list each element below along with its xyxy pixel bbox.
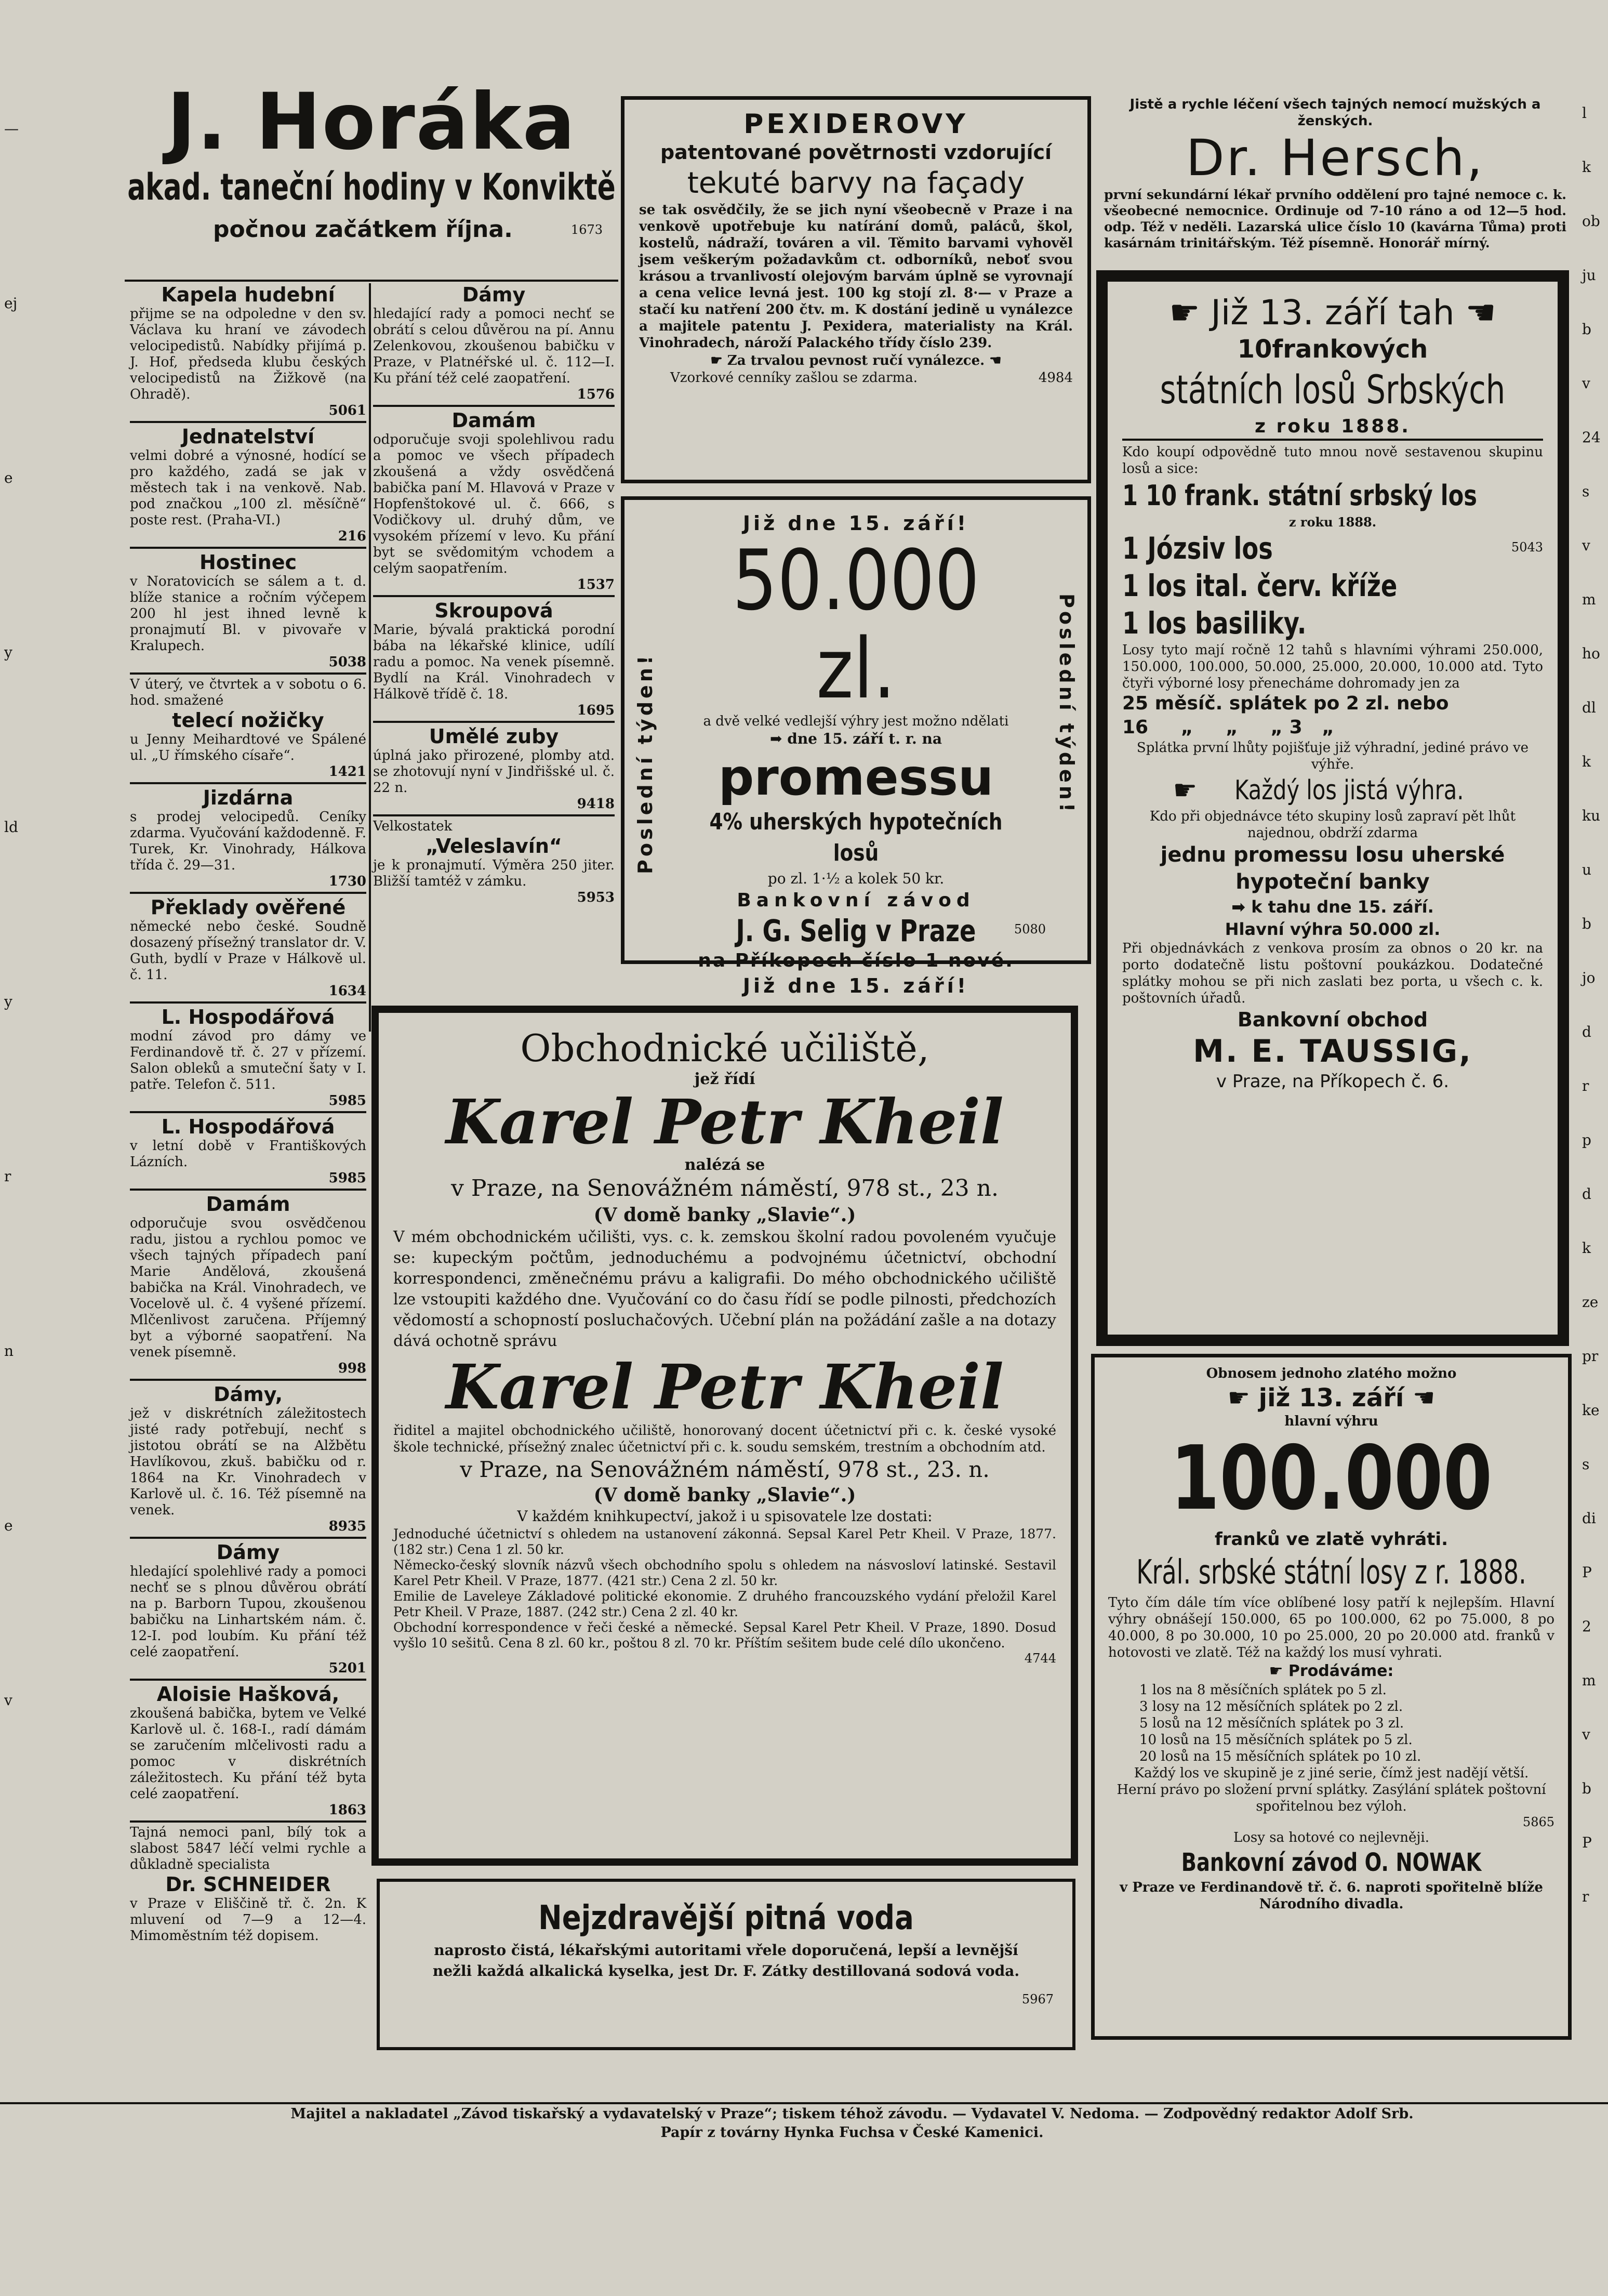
- edge-fragment: k: [1582, 753, 1591, 770]
- ad-separator: [130, 1679, 366, 1681]
- ad-heading: Dámy: [462, 283, 526, 306]
- nowak-row: 20 losů na 15 měsíčních splátek po 10 zl.: [1139, 1749, 1421, 1764]
- edge-fragment: pr: [1582, 1348, 1599, 1365]
- taussig-bond-2-line: [1122, 530, 1543, 567]
- ad-number: 1537: [577, 577, 615, 592]
- taussig-bonus-2: hypoteční banky: [1235, 870, 1430, 894]
- selig-body: a dvě velké vedlejší výhry jest možno ndělati: [703, 714, 1009, 729]
- edge-fragment: m: [1582, 591, 1596, 608]
- classified-ad: [130, 551, 366, 670]
- ad-heading: Umělé zuby: [429, 725, 559, 748]
- edge-fragment: s: [1582, 1456, 1590, 1473]
- edge-fragment: ho: [1582, 645, 1600, 662]
- taussig-bond-1-sub: z roku 1888.: [1288, 514, 1377, 530]
- voda-body: naprosto čistá, lékařskými autoritami vřele doporučená, lepší a levnější nežli každá alkalická kyselka, jest Dr. F. Zátky destillovaná sodová voda.: [432, 1942, 1020, 1980]
- classified-ad: [373, 819, 615, 906]
- classified-ad: [130, 1825, 366, 1944]
- taussig-pay-2: 16 „ „ „ 3 „: [1122, 717, 1334, 738]
- edge-fragment: d: [1582, 1185, 1591, 1203]
- edge-fragment: ke: [1582, 1402, 1600, 1419]
- imprint-line-2: Papír z továrny Hynka Fuchsa v České Kamenici.: [660, 2125, 1044, 2141]
- ad-separator: [373, 405, 615, 407]
- ad-number: 5201: [328, 1660, 366, 1676]
- taussig-every-line: [1122, 773, 1543, 808]
- selig-side-left: Poslední týden!: [634, 652, 657, 874]
- nowak-bank: Bankovní závod O. NOWAK: [1181, 1848, 1482, 1877]
- taussig-l1: 10frankových: [1237, 335, 1428, 364]
- hand-left-icon: ☚: [1454, 293, 1496, 333]
- ad-heading: Jizdárna: [203, 786, 294, 809]
- nowak-cash: Losy sa hotové co nejlevněji.: [1233, 1830, 1429, 1845]
- footer-rule: [0, 2102, 1608, 2104]
- ad-separator: [130, 782, 366, 784]
- ad-number: 1634: [328, 983, 366, 999]
- nowak-body: Tyto čím dále tím více oblíbené losy patří k nejlepším. Hlavní výhry obnášejí 150.000, 65 po 100.000, 62 po 75.000, 8 po 40.000, 8 po 30.000, 10 po 25.000, 20 po 20.000 atd. franků v hotovosti ve zlatě. Též na každý los musí vyhrati.: [1108, 1595, 1554, 1660]
- edge-fragment: m: [1582, 1672, 1596, 1689]
- ad-heading: Kapela hudební: [161, 283, 335, 306]
- ad-text: Velkostatek: [373, 819, 453, 834]
- taussig-tah-line: [1122, 895, 1543, 918]
- pexider-body: se tak osvědčily, že se jich nyní všeobecně v Praze i na venkově upotřebuje ku natírání domů, paláců, škol, kostelů, nádraží, továren a vil. Těmito barvami vyhověl jsem veškerým požadavkům ct. odborníků, neboť svou krásou a trvanlivostí olejovým barvám úplně se vyrovnají a cena velice levná jest. 100 kg stojí zl. 8·— v Praze a stačí ku natření 200 čtv. m. K dostání jedině u vynálezce a majitele patentu J. Pexidera, materialisty na Král. Vinohradech, nároží Palackého třídy číslo 239.: [639, 202, 1073, 351]
- arrow-icon: ➡: [770, 730, 788, 747]
- nowak-date-line: [1108, 1382, 1554, 1414]
- edge-fragment: P: [1582, 1834, 1592, 1851]
- edge-fragment: v: [4, 1692, 12, 1709]
- ad-separator: [373, 721, 615, 723]
- classified-ad: [373, 283, 615, 403]
- classified-ad: [130, 1006, 366, 1109]
- taussig-ad: [1096, 270, 1569, 1346]
- ad-separator: [130, 1111, 366, 1113]
- selig-date: dne 15. září t. r. na: [787, 730, 942, 747]
- nowak-body-3: Herní právo po složení první splátky. Zasýlání splátek poštovní spořitelnou bez výloh.: [1117, 1782, 1546, 1814]
- edge-fragment: P: [1582, 1564, 1592, 1581]
- taussig-l2: státních losů Srbských: [1160, 366, 1506, 413]
- kheil-location-2: v Praze, na Senovážném náměstí, 978 st., 23. n.: [460, 1457, 990, 1482]
- selig-address: na Příkopech číslo 1 nové.: [698, 950, 1014, 971]
- imprint-line-1: Majitel a nakladatel „Závod tiskařský a vydavatelský v Praze“; tiskem téhož závodu. — Vydavatel V. Nedoma. — Zodpovědný redaktor Adolf Srb.: [290, 2106, 1414, 2122]
- ad-text: v letní době v Františkových Lázních.: [130, 1138, 366, 1170]
- kheil-loc-0: nalézá se: [684, 1156, 765, 1174]
- taussig-date-line: [1122, 292, 1543, 334]
- ad-separator: [130, 672, 366, 675]
- ad-heading: Překlady ověřené: [150, 896, 346, 919]
- ad-text: odporučuje svoji spolehlivou radu a pomoc ve všech případech zkoušená a vždy osvědčená babička paní M. Hlavová v Praze v Hopfenštokové ul. č. 666, s Vodičkovy ul. druhý dům, ve vysokém přízemí v levo. Ku přání byt se svědomitým vchodem a celým saopatřením.: [373, 432, 615, 576]
- nowak-sell: Prodáváme:: [1288, 1662, 1394, 1680]
- taussig-l3: z roku 1888.: [1122, 415, 1543, 441]
- ad-text-2: je k pronajmutí. Výměra 250 jiter. Bližší tamtéž v zámku.: [373, 857, 615, 889]
- ad-text: hledající spolehlivé rady a pomoci nechť se s plnou důvěrou obrátí na p. Barborn Tupou, zkoušenou babičku na Linhartském nám. č. 12-I. pod loubím. Ku přání též celé zaopatření.: [130, 1564, 366, 1660]
- ad-number: 5061: [328, 403, 366, 418]
- ad-text: V úterý, ve čtvrtek a v sobotu o 6. hod. smažené: [130, 677, 366, 708]
- pexider-footer: [639, 370, 1073, 389]
- taussig-body-2: Kdo při objednávce této skupiny losů zapraví pět lhůt najednou, obdrží zdarma: [1149, 809, 1516, 841]
- classified-ad: [130, 283, 366, 419]
- nowak-row: 5 losů na 12 měsíčních splátek po 3 zl.: [1139, 1716, 1404, 1731]
- voda-title: Nejzdravější pitná voda: [538, 1899, 914, 1937]
- hand-right-icon: ☛: [1169, 293, 1211, 333]
- classified-ad: [130, 1683, 366, 1818]
- edge-fragment: b: [1582, 915, 1591, 932]
- horak-number: 1673: [570, 222, 603, 237]
- ad-number: 8935: [328, 1519, 366, 1534]
- ad-heading-2: „Veleslavín“: [426, 835, 562, 857]
- ad-separator: [130, 1001, 366, 1004]
- edge-fragment: jo: [1582, 969, 1596, 986]
- classified-ad: [130, 896, 366, 999]
- taussig-date: Již 13. září tah: [1211, 293, 1455, 333]
- ad-number: 1730: [328, 874, 366, 889]
- ad-heading: Aloisie Hašková,: [156, 1683, 340, 1706]
- edge-fragment: r: [1582, 1888, 1589, 1905]
- kheil-number: 4744: [1024, 1651, 1056, 1666]
- imprint: [130, 2105, 1574, 2152]
- taussig-body: Losy tyto mají ročně 12 tahů s hlavními výhrami 250.000, 150.000, 100.000, 50.000, 25.000, 20.000, 10.000 atd. Tyto čtyři výborné losy přenecháme dohromady jen za: [1122, 642, 1543, 691]
- pexider-samples: Vzorkové cenníky zašlou se zdarma.: [670, 370, 918, 386]
- classified-ad: [130, 1383, 366, 1535]
- selig-side-right: Poslední týden!: [1055, 593, 1078, 815]
- hersch-name: Dr. Hersch,: [1186, 129, 1485, 187]
- selig-price: po zl. 1·½ a kolek 50 kr.: [767, 870, 945, 887]
- classified-ad: [373, 409, 615, 593]
- ad-separator: [130, 1820, 366, 1823]
- classified-ad: [373, 599, 615, 719]
- kheil-name: Karel Petr Kheil: [446, 1086, 1004, 1158]
- ad-separator: [130, 1189, 366, 1191]
- edge-fragment: n: [4, 1342, 14, 1360]
- kheil-heading-2: jež řídí: [694, 1070, 755, 1088]
- nowak-title: Král. srbské státní losy z r. 1888.: [1136, 1553, 1526, 1592]
- ad-text: přijme se na odpoledne v den sv. Václava ku hraní ve závodech velocipedistů. Nabídky přijímá p. J. Hof, předseda klubu českých velocipedistů na Žižkově (na Ohradě).: [130, 306, 366, 402]
- kheil-book: Emilie de Laveleye Základové politické ekonomie. Z druhého francouzského vydání přeložil Karel Petr Kheil. V Praze, 1887. (242 str.) Cena 2 zl. 40 kr.: [393, 1589, 1056, 1619]
- ad-number: 998: [338, 1361, 366, 1376]
- classified-ad: [130, 1193, 366, 1377]
- kheil-heading: Obchodnické učiliště,: [520, 1026, 929, 1070]
- ad-text: úplná jako přirozené, plomby atd. se zhotovují nyní v Jindřišské ul. č. 22 n.: [373, 748, 615, 796]
- selig-promessu: promessu: [718, 748, 994, 807]
- taussig-pay-3: Splátka první lhůty pojišťuje již výhradní, jediné právo ve výhře.: [1136, 740, 1529, 772]
- ad-text: modní závod pro dámy ve Ferdinandově tř. č. 27 v přízemí. Salon obleků a smuteční šaty v I. patře. Telefon č. 511.: [130, 1028, 366, 1092]
- pexider-guarantee-text: Za trvalou pevnost ručí vynálezce.: [727, 353, 985, 368]
- kheil-book: Jednoduché účetnictví s ohledem na ustanovení zákonná. Sepsal Karel Petr Kheil. V Praze, 1877. (182 str.) Cena 1 zl. 50 kr.: [393, 1526, 1056, 1557]
- kheil-book: Německo-český slovník názvů všech obchodního spolu s ohledem na násvosloví latinské. Sestavil Karel Petr Kheil. V Praze, 1877. (421 str.) Cena 2 zl. 50 kr.: [393, 1558, 1056, 1588]
- ad-text: zkoušená babička, bytem ve Velké Karlově ul. č. 168-I., radí dámám se zaručením mlčelivosti radu a pomoc v diskrétních záležitostech. Ku přání též byta celé zaopatření.: [130, 1706, 366, 1802]
- nowak-body-2: Každý los ve skupině je z jiné serie, čímž jest nadějí větší.: [1134, 1765, 1529, 1781]
- edge-fragment: k: [1582, 1239, 1591, 1257]
- ad-number: 5985: [328, 1093, 366, 1109]
- ad-number: 216: [338, 529, 366, 544]
- pexider-ad: [621, 96, 1091, 483]
- nowak-main: hlavní výhru: [1284, 1414, 1378, 1429]
- edge-fragment: y: [4, 993, 12, 1010]
- ad-text: Marie, bývalá praktická porodní bába na lékařské klinice, udílí radu a pomoc. Na venek písemně. Bydlí na Král. Vinohradech v Hálkově třídě č. 18.: [373, 622, 615, 702]
- edge-fragment: p: [1582, 1131, 1591, 1149]
- nowak-date: již 13. září: [1258, 1383, 1404, 1413]
- hand-right-icon: ☛: [1173, 775, 1206, 806]
- edge-fragment: e: [4, 1517, 13, 1534]
- ad-heading: Hostinec: [199, 551, 297, 574]
- taussig-body-3: Při objednávkách z venkova prosím za obnos o 20 kr. na porto dodatečně listu poštovní poukázkou. Dodatečné splátky mohou se při nich zaslati bez porta, u všech c. k. poštovních úřadů.: [1122, 941, 1543, 1006]
- edge-fragment: s: [1582, 483, 1590, 500]
- hersch-top: Jistě a rychle léčení všech tajných nemocí mužských a ženských.: [1129, 97, 1541, 129]
- kheil-body: V mém obchodnickém učilišti, vys. c. k. zemskou školní radou povoleném vyučuje se: kupeckým počtům, jednoduchému a podvojnému účetnictví, obchodní korrespondenci, změnečnému právu a kaligrafii. Do mého obchodnického učiliště lze vstoupiti každého dne. Vyučování co do času řídí se podle pilnosti, předchozích vědomostí a schopností posluchačových. Učební plán na požádání zašle a na dotazy dává ochotně správu: [393, 1228, 1056, 1350]
- ad-heading: Skroupová: [434, 599, 553, 622]
- taussig-tah: k tahu dne 15. září.: [1251, 897, 1434, 917]
- pexider-sub1: patentované povětrnosti vzdorující: [660, 141, 1052, 164]
- edge-fragment: ob: [1582, 213, 1600, 230]
- hersch-ad: [1104, 96, 1566, 262]
- edge-fragment: u: [1582, 861, 1592, 878]
- horak-note: počnou začátkem října.: [213, 216, 513, 243]
- ad-heading: L. Hospodářová: [161, 1115, 335, 1138]
- nowak-row: 3 losy na 12 měsíčních splátek po 2 zl.: [1139, 1699, 1403, 1714]
- taussig-bond-3: 1 los ital. červ. kříže: [1122, 568, 1398, 603]
- nowak-number: 5865: [1522, 1815, 1554, 1829]
- ad-text: velmi dobré a výnosné, hodící se pro každého, zadá se jak v městech tak i na venkově. Nab. pod značkou „100 zl. měsíčně“ poste rest. (Praha-VI.): [130, 448, 366, 528]
- ad-separator: [130, 892, 366, 894]
- left-edge-fragments: [4, 120, 25, 1990]
- nowak-row: 1 los na 8 měsíčních splátek po 5 zl.: [1139, 1682, 1387, 1698]
- hand-left-icon: ☛: [710, 353, 727, 368]
- edge-fragment: 24: [1582, 429, 1601, 446]
- horak-subtitle: akad. taneční hodiny v Konviktě: [127, 166, 616, 208]
- selig-number: 5080: [1014, 922, 1046, 936]
- selig-firm: J. G. Selig v Praze: [736, 913, 976, 948]
- edge-fragment: ku: [1582, 807, 1600, 824]
- edge-fragment: r: [1582, 1077, 1589, 1094]
- ad-text: jež v diskrétních záležitostech jisté rady potřebují, nechť s jistotou obrátí se na Alžbětu Havlíkovou, zkuš. babičku od r. 1864 na Kr. Vinohradech v Karlově ul. č. 16. Též písemně na venek.: [130, 1406, 366, 1518]
- kheil-bank-2: (V domě banky „Slavie“.): [593, 1484, 856, 1506]
- selig-date-line: [666, 730, 1046, 748]
- selig-ad: [621, 496, 1091, 997]
- pexider-title: PEXIDEROVY: [743, 109, 968, 140]
- ad-separator: [130, 547, 366, 549]
- ad-heading: Damám: [206, 1193, 290, 1216]
- ad-text: odporučuje svou osvědčenou radu, jistou a rychlou pomoc ve všech tajných případech paní Marie Andělová, zkoušená babička na Král. Vinohradech, ve Vocelově ul. č. 4 vyšené přízemí. Mlčenlivost zaručena. Příjemný byt a výborné saopatření. Na venek písemně.: [130, 1216, 366, 1360]
- edge-fragment: di: [1582, 1510, 1596, 1527]
- taussig-bonus-1: jednu promessu losu uherské: [1160, 843, 1505, 867]
- arrow-icon: ➡: [1231, 897, 1252, 917]
- classified-ad: [130, 425, 366, 545]
- classified-ad: [373, 725, 615, 812]
- kheil-description: řiditel a majitel obchodnického učiliště, honorovaný docent účetnictví při c. k. české vysoké škole technické, přísežný znalec účetnictví při c. k. soudu semském, trestním a obchodním atd.: [393, 1423, 1056, 1455]
- hand-right-icon: ☚: [985, 353, 1002, 368]
- right-edge-fragments: [1582, 104, 1607, 1975]
- hand-right-icon: ☛: [1227, 1383, 1259, 1413]
- ad-heading-2: telecí nožičky: [172, 709, 324, 732]
- ad-number: 5038: [328, 654, 366, 670]
- ad-number: 5985: [328, 1170, 366, 1186]
- selig-firm-line: [666, 913, 1046, 949]
- nowak-amount: 100.000: [1170, 1427, 1493, 1530]
- ad-number: 9418: [577, 796, 615, 812]
- ad-text-2: v Praze v Eliščině tř. č. 2n. K mluvení od 7—9 a 12—4. Mimoměstním též dopisem.: [130, 1896, 366, 1944]
- edge-fragment: v: [1582, 1726, 1590, 1743]
- edge-fragment: ju: [1582, 267, 1596, 284]
- hersch-body: první sekundární lékař prvního oddělení pro tajné nemoce c. k. všeobecné nemocnice. Ordinuje od 7-10 ráno a od 12—5 hod. odp. Též v neděli. Lazarská ulice číslo 10 (kavárna Tůma) proti kasárnám trinitářským. Též písemně. Honorář mírný.: [1104, 187, 1566, 250]
- edge-fragment: 2: [1582, 1618, 1591, 1635]
- ad-text: Tajná nemoci panl, bílý tok a slabost 5847 léčí velmi rychle a důkladně specialista: [130, 1825, 366, 1872]
- taussig-pay-1: 25 měsíč. splátek po 2 zl. nebo: [1122, 693, 1449, 714]
- kheil-ad: [371, 1006, 1078, 1866]
- hand-right-icon: ☛: [1269, 1662, 1288, 1680]
- taussig-number: 5043: [1511, 540, 1543, 555]
- ad-number: 1421: [328, 764, 366, 780]
- nowak-sub: franků ve zlatě vyhráti.: [1214, 1529, 1448, 1550]
- classified-ad: [130, 1115, 366, 1186]
- taussig-main: Hlavní výhra 50.000 zl.: [1225, 919, 1441, 939]
- kheil-name-2: Karel Petr Kheil: [446, 1351, 1004, 1423]
- taussig-lead: Kdo koupí odpovědně tuto mnou nově sestavenou skupinu losů a sice:: [1122, 444, 1543, 477]
- taussig-bond-4: 1 los basiliky.: [1122, 605, 1307, 641]
- edge-fragment: k: [1582, 159, 1591, 176]
- pexider-guarantee: [639, 351, 1073, 370]
- kheil-bank: (V domě banky „Slavie“.): [593, 1204, 856, 1226]
- taussig-address: v Praze, na Příkopech č. 6.: [1216, 1071, 1450, 1092]
- taussig-bond-2: 1 Józsiv los: [1122, 531, 1273, 566]
- taussig-firm: M. E. TAUSSIG,: [1193, 1033, 1472, 1070]
- ad-heading: Damám: [451, 409, 536, 432]
- ad-separator: [130, 1379, 366, 1381]
- pexider-sub2: tekuté barvy na façady: [687, 166, 1025, 200]
- ad-heading: Dámy,: [213, 1383, 283, 1406]
- taussig-bond-1: 1 10 frank. státní srbský los: [1122, 479, 1477, 512]
- ad-separator: [130, 421, 366, 423]
- ad-heading: Jednatelství: [181, 425, 315, 448]
- nowak-top: Obnosem jednoho zlatého možno: [1206, 1366, 1457, 1381]
- nowak-address: v Praze ve Ferdinandově tř. č. 6. naproti spořitelně blíže Národního divadla.: [1120, 1880, 1543, 1912]
- edge-fragment: ej: [4, 295, 18, 312]
- ad-number: 1576: [577, 387, 615, 402]
- ad-text-2: u Jenny Meihardtové ve Spálené ul. „U římského císaře“.: [130, 732, 366, 763]
- nowak-row: 10 losů na 15 měsíčních splátek po 5 zl.: [1139, 1732, 1413, 1748]
- edge-fragment: —: [4, 120, 19, 137]
- kheil-book: Obchodní korrespondence v řeči české a německé. Sepsal Karel Petr Kheil. V Praze, 1890. Dosud vyšlo 10 sešitů. Cena 8 zl. 60 kr., poštou 8 zl. 70 kr. Příštím sešitem bude celé dílo ukončeno.: [393, 1620, 1056, 1651]
- ad-heading: Dámy: [216, 1541, 280, 1564]
- ad-separator: [130, 1537, 366, 1539]
- taussig-bank: Bankovní obchod: [1237, 1008, 1428, 1031]
- kheil-location: v Praze, na Senovážném náměstí, 978 st., 23 n.: [451, 1175, 999, 1202]
- ad-heading-2: Dr. SCHNEIDER: [165, 1873, 331, 1896]
- ad-text: německé nebo české. Soudně dosazený přísežný translator dr. V. Guth, bydlí v Praze v Hálkově ul. č. 11.: [130, 919, 366, 983]
- edge-fragment: dl: [1582, 699, 1596, 716]
- edge-fragment: v: [1582, 375, 1590, 392]
- classified-ad: [130, 677, 366, 780]
- ad-text: v Noratovicích se sálem a t. d. blíže stanice a ročním výčepem 200 hl jest ihned levně k pronajmutí Bl. v pivovaře v Kralupech.: [130, 574, 366, 654]
- edge-fragment: e: [4, 469, 13, 486]
- voda-ad: [377, 1879, 1075, 2050]
- edge-fragment: ze: [1582, 1294, 1599, 1311]
- ad-number: 1695: [577, 703, 615, 718]
- edge-fragment: b: [1582, 1780, 1591, 1797]
- nowak-ad: [1091, 1354, 1572, 2040]
- classified-ad: [130, 1541, 366, 1677]
- ad-number: 1863: [328, 1802, 366, 1818]
- selig-bottom: Již dne 15. září!: [742, 974, 969, 997]
- kheil-books: [393, 1526, 1056, 1651]
- kheil-sold: V každém knihkupectví, jakož i u spisovatele lze dostati:: [517, 1508, 933, 1525]
- classified-ad: [130, 786, 366, 890]
- hand-left-icon: ☚: [1404, 1383, 1436, 1413]
- edge-fragment: y: [4, 644, 12, 661]
- selig-top: Již dne 15. září!: [742, 512, 969, 535]
- ad-text: s prodej velocipedů. Ceníky zdarma. Vyučování každodenně. F. Turek, Kr. Vinohrady, Hálkova třída č. 29—31.: [130, 809, 366, 873]
- ad-separator: [373, 595, 615, 597]
- ad-number: 5953: [577, 890, 615, 905]
- column-rule: [125, 280, 618, 282]
- ad-text: hledající rady a pomoci nechť se obrátí s celou důvěrou na pí. Annu Zelenkovou, zkoušenou babičku v Praze, v Platnéřské ul. č. 112—I. Ku přání též celé zaopatření.: [373, 306, 615, 386]
- nowak-sell-line: [1108, 1661, 1554, 1682]
- column-rule: [369, 283, 371, 1032]
- horak-title: J. Horáka: [167, 77, 576, 167]
- edge-fragment: v: [1582, 537, 1590, 554]
- pexider-number: 4984: [1038, 370, 1073, 386]
- edge-fragment: b: [1582, 321, 1591, 338]
- taussig-every: Každý los jistá výhra.: [1234, 775, 1464, 806]
- edge-fragment: d: [1582, 1023, 1591, 1040]
- column-2-ads: [373, 283, 615, 1003]
- horak-ad: [127, 77, 616, 276]
- edge-fragment: l: [1582, 104, 1587, 122]
- selig-bank: Bankovní závod: [737, 890, 975, 911]
- selig-hypothecary: 4% uherských hypotečních losů: [709, 809, 1003, 866]
- selig-amount: 50.000 zl.: [732, 532, 980, 717]
- edge-fragment: ld: [4, 819, 18, 836]
- ad-heading: L. Hospodářová: [161, 1006, 335, 1028]
- ad-separator: [373, 814, 615, 816]
- voda-number: 5967: [1021, 1992, 1054, 2007]
- column-1-ads: [130, 283, 366, 2141]
- nowak-rows: [1108, 1682, 1554, 1765]
- edge-fragment: r: [4, 1168, 11, 1185]
